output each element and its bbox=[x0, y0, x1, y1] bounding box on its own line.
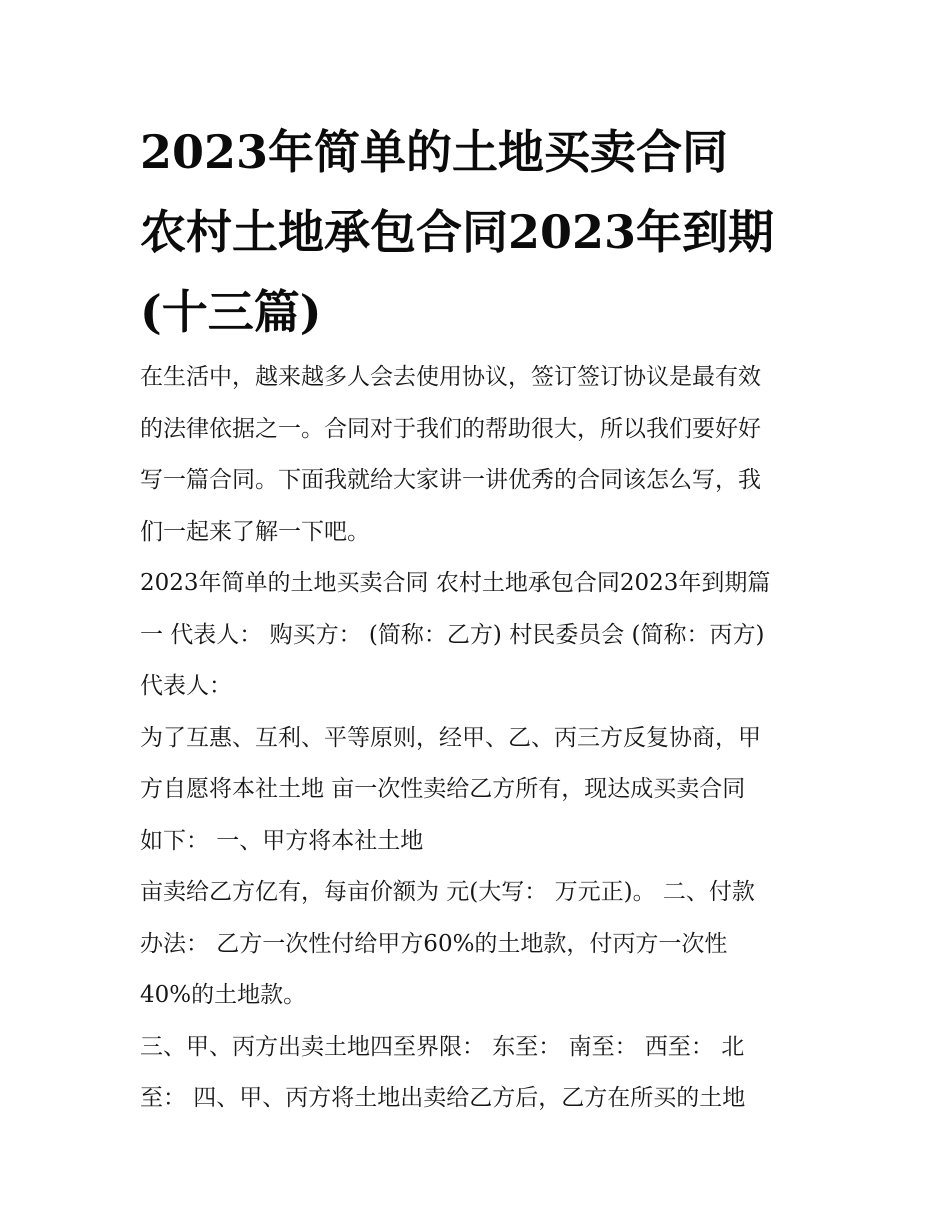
body-line: 2023年简单的土地买卖合同 农村土地承包合同2023年到期篇 bbox=[140, 570, 771, 596]
body-line: 如下： 一、甲方将本社土地 bbox=[140, 827, 424, 854]
title-line: 2023年简单的土地买卖合同 bbox=[140, 125, 729, 179]
body-line: 写一篇合同。下面我就给大家讲一讲优秀的合同该怎么写，我 bbox=[140, 467, 761, 493]
body-line: 至： 四、甲、丙方将土地出卖给乙方后，乙方在所买的土地 bbox=[140, 1085, 746, 1111]
title-line: (十三篇) bbox=[140, 285, 322, 339]
document-body bbox=[140, 352, 820, 1125]
body-line: 们一起来了解一下吧。 bbox=[140, 518, 370, 545]
body-line: 亩卖给乙方亿有，每亩价额为 元(大写： 万元正)。 二、付款 bbox=[140, 879, 755, 905]
body-line: 在生活中，越来越多人会去使用协议，签订签订协议是最有效 bbox=[140, 364, 761, 390]
body-line: 的法律依据之一。合同对于我们的帮助很大，所以我们要好好 bbox=[140, 415, 761, 442]
body-line: 办法： 乙方一次性付给甲方60%的土地款，付丙方一次性 bbox=[140, 930, 728, 957]
body-line: 40%的土地款。 bbox=[140, 982, 307, 1008]
document-title bbox=[140, 112, 830, 352]
body-line: 三、甲、丙方出卖土地四至界限： 东至： 南至： 西至： 北 bbox=[140, 1033, 745, 1060]
title-line: 农村土地承包合同2023年到期 bbox=[140, 205, 775, 259]
body-line: 一 代表人： 购买方： (简称：乙方) 村民委员会 (简称：丙方) bbox=[140, 621, 765, 648]
body-line: 方自愿将本社土地 亩一次性卖给乙方所有，现达成买卖合同 bbox=[140, 776, 746, 802]
body-line: 代表人： bbox=[140, 673, 232, 699]
body-line: 为了互惠、互利、平等原则，经甲、乙、丙三方反复协商，甲 bbox=[140, 724, 761, 751]
